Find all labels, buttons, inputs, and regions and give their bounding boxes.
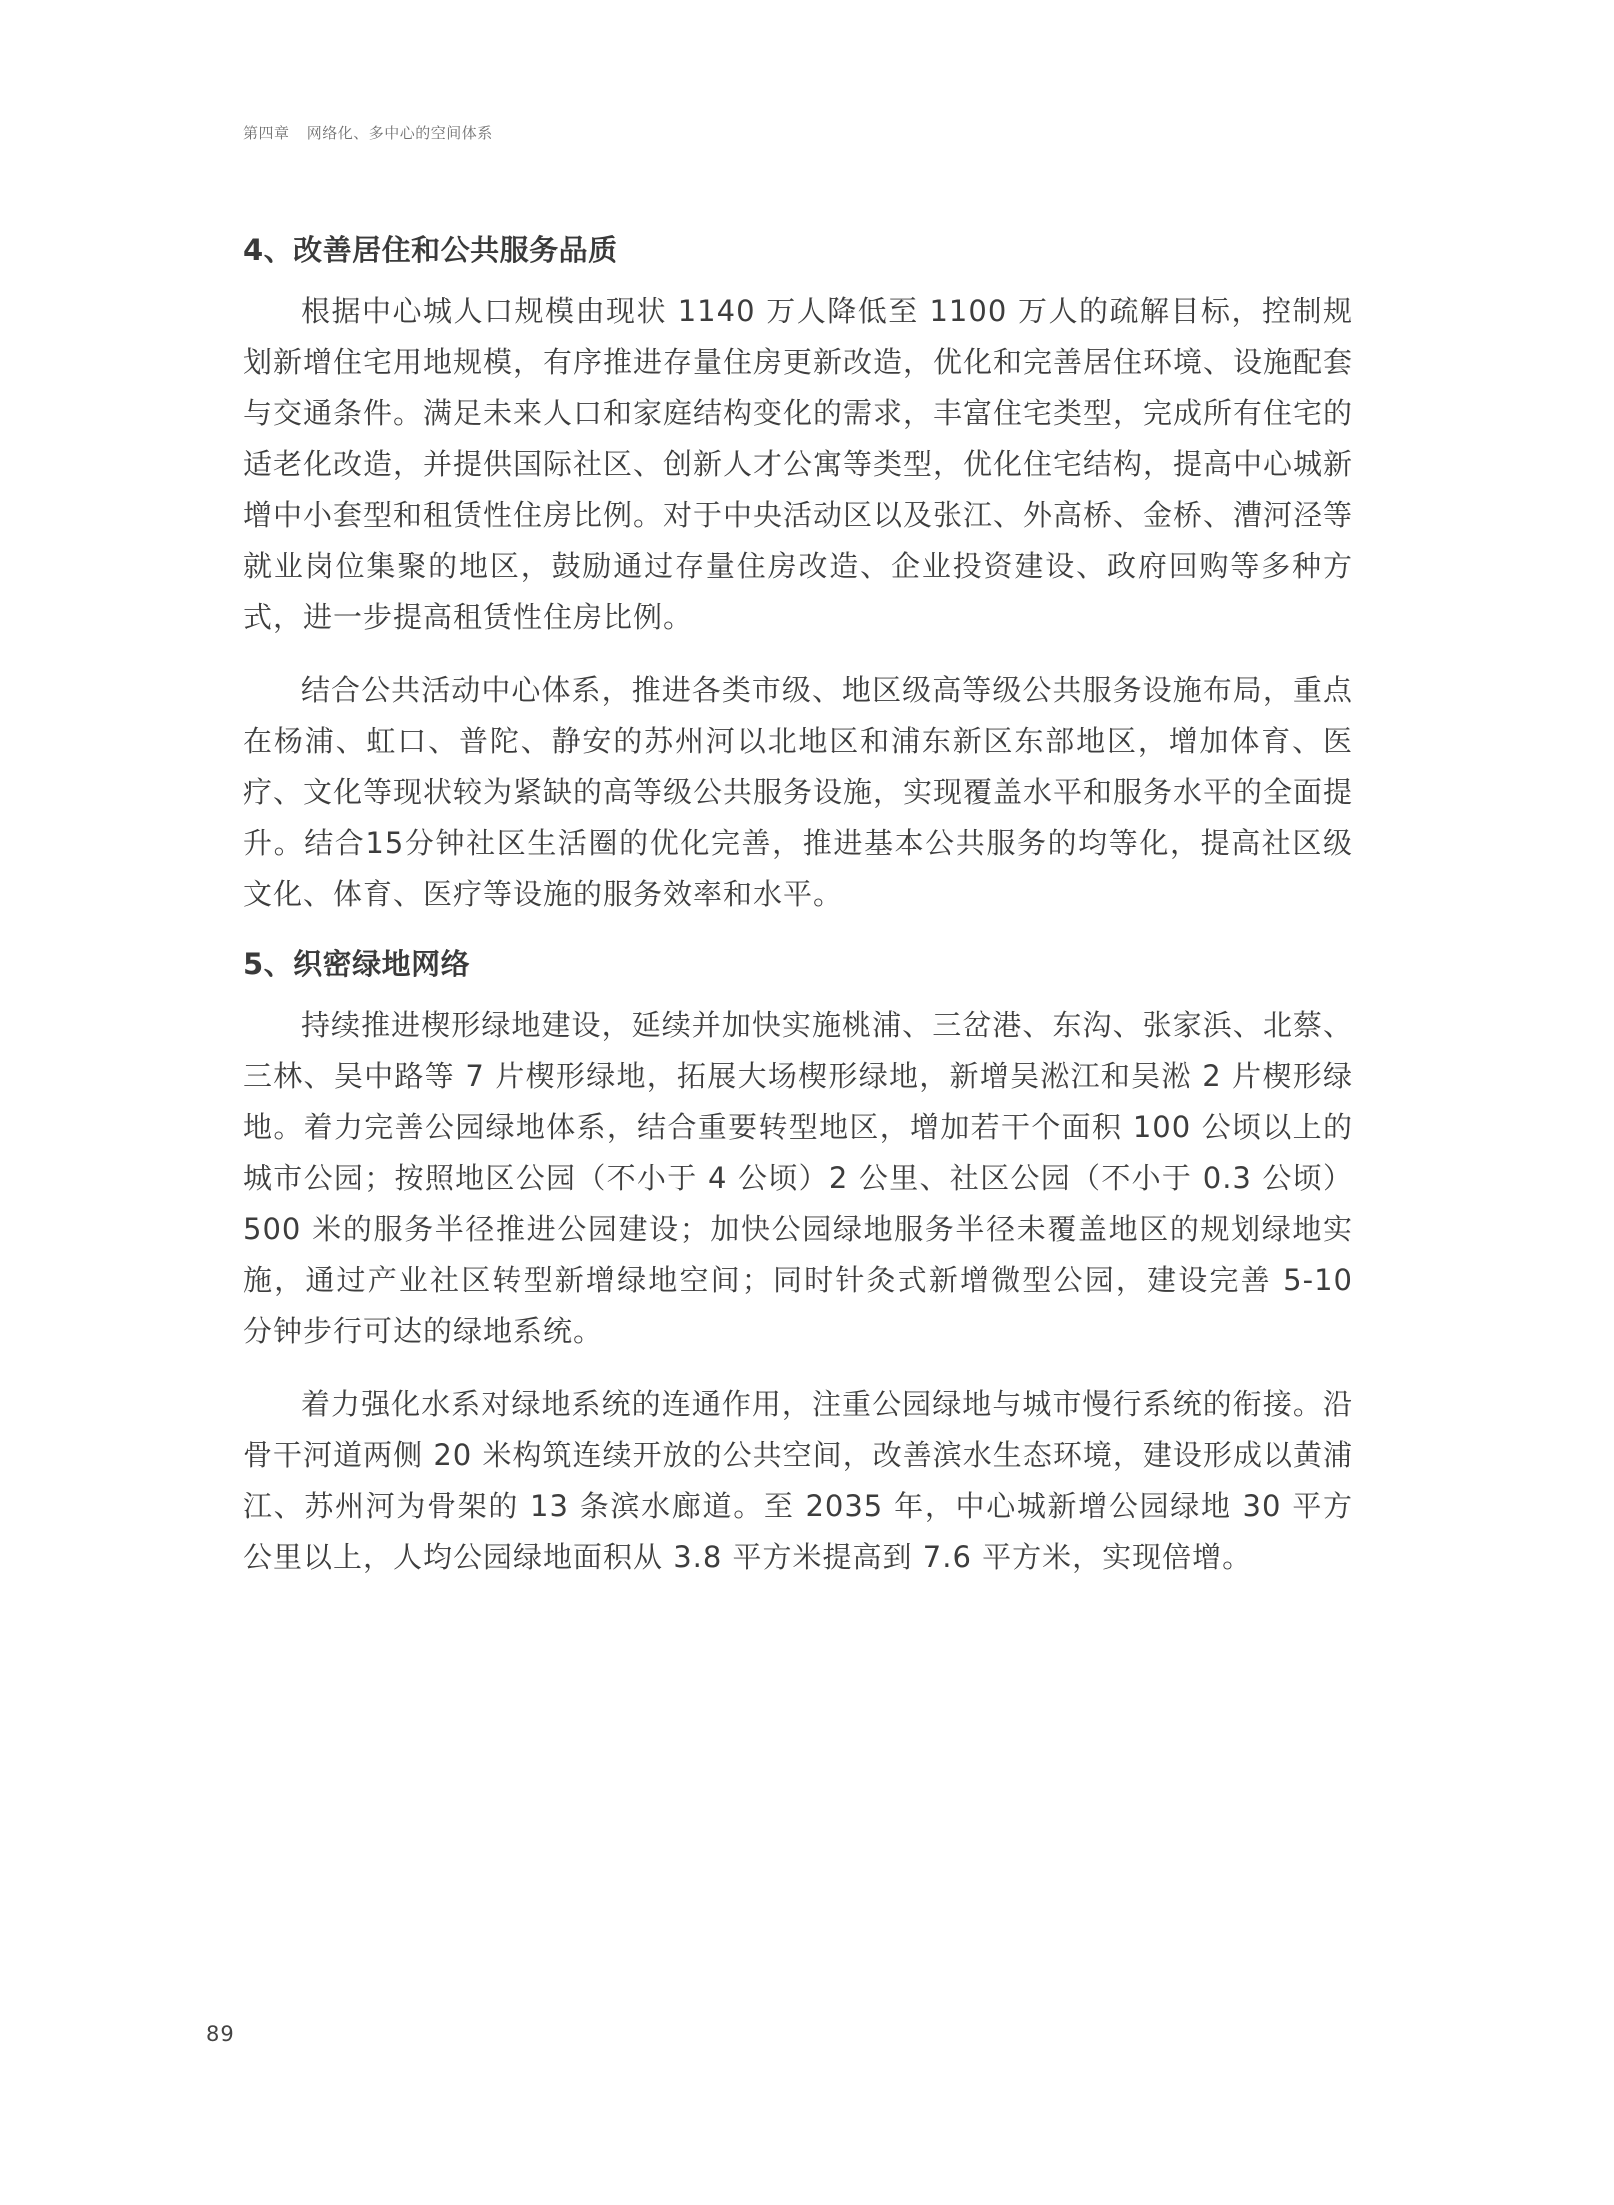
running-header	[243, 122, 493, 143]
section-green-network	[243, 942, 1353, 1583]
paragraph: 根据中心城人口规模由现状 1140 万人降低至 1100 万人的疏解目标，控制规划新增住宅用地规模，有序推进存量住房更新改造，优化和完善居住环境、设施配套与交通条件。满足未来人口和家庭结构变化的需求，丰富住宅类型，完成所有住宅的适老化改造，并提供国际社区、创新人才公寓等类型，优化住宅结构，提高中心城新增中小套型和租赁性住房比例。对于中央活动区以及张江、外高桥、金桥、漕河泾等就业岗位集聚的地区，鼓励通过存量住房改造、企业投资建设、政府回购等多种方式，进一步提高租赁性住房比例。	[243, 294, 1354, 634]
paragraph: 持续推进楔形绿地建设，延续并加快实施桃浦、三岔港、东沟、张家浜、北蔡、三林、吴中路等 7 片楔形绿地，拓展大场楔形绿地，新增吴淞江和吴淞 2 片楔形绿地。着力完善公园绿地体系，结合重要转型地区，增加若干个面积 100 公顷以上的城市公园；按照地区公园（不小于 4 公顷）2 公里、社区公园（不小于 0.3 公顷）500 米的服务半径推进公园建设；加快公园绿地服务半径未覆盖地区的规划绿地实施，通过产业社区转型新增绿地空间；同时针灸式新增微型公园，建设完善 5-10 分钟步行可达的绿地系统。	[243, 1008, 1353, 1348]
section-heading: 4、改善居住和公共服务品质	[243, 233, 618, 267]
section-housing-public-services	[243, 228, 1353, 920]
page-number: 89	[206, 2022, 235, 2046]
section-heading: 5、织密绿地网络	[243, 947, 471, 981]
chapter-title: 网络化、多中心的空间体系	[306, 124, 493, 142]
page-body	[243, 228, 1353, 1583]
paragraph: 着力强化水系对绿地系统的连通作用，注重公园绿地与城市慢行系统的衔接。沿骨干河道两侧 20 米构筑连续开放的公共空间，改善滨水生态环境，建设形成以黄浦江、苏州河为骨架的 13 条滨水廊道。至 2035 年，中心城新增公园绿地 30 平方公里以上，人均公园绿地面积从 3.8 平方米提高到 7.6 平方米，实现倍增。	[243, 1387, 1353, 1574]
paragraph: 结合公共活动中心体系，推进各类市级、地区级高等级公共服务设施布局，重点在杨浦、虹口、普陀、静安的苏州河以北地区和浦东新区东部地区，增加体育、医疗、文化等现状较为紧缺的高等级公共服务设施，实现覆盖水平和服务水平的全面提升。结合15分钟社区生活圈的优化完善，推进基本公共服务的均等化，提高社区级文化、体育、医疗等设施的服务效率和水平。	[243, 673, 1354, 911]
chapter-number: 第四章	[243, 124, 290, 142]
